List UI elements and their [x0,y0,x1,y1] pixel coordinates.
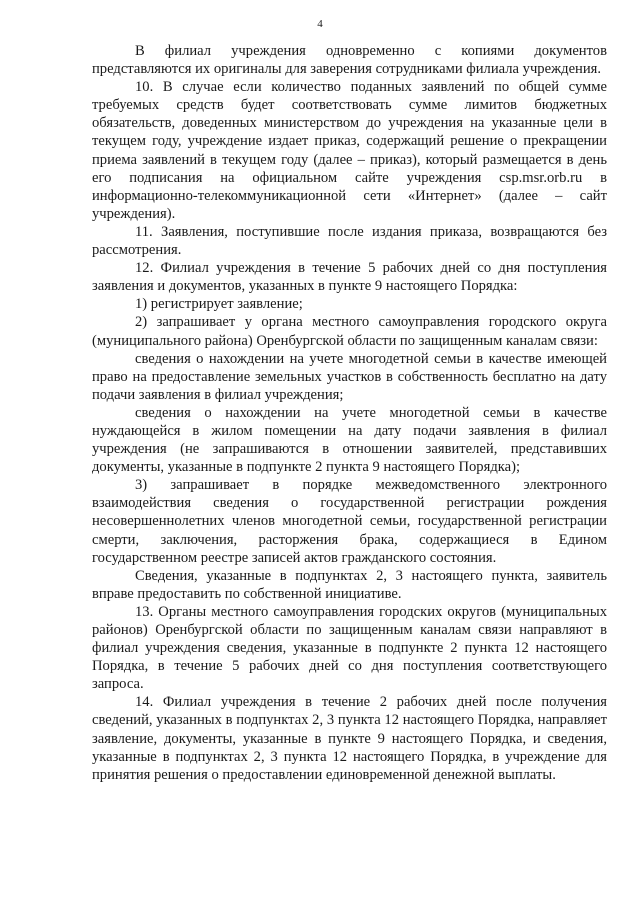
paragraph-12-item-3: 3) запрашивает в порядке межведомственного электронного взаимодействия сведения о государственной регистрации рождения несовершеннолетних членов многодетной семьи, государственной регистрации смерти, заключения, расторжения брака, содержащиеся в Едином государственном реестре записей актов гражданского состояния. [92,477,607,566]
paragraph-11: 11. Заявления, поступившие после издания приказа, возвращаются без рассмотрения. [92,223,607,259]
paragraph-12-item-1: 1) регистрирует заявление; [135,296,303,313]
paragraph-intro: В филиал учреждения одновременно с копиями документов представляются их оригиналы для заверения сотрудниками филиала учреждения. [92,43,607,78]
paragraph-12-item-2-land: сведения о нахождении на учете многодетной семьи в качестве имеющей право на предоставление земельных участков в собственность бесплатно на дату подачи заявления в филиал учреждения; [92,350,607,403]
paragraph-12: 12. Филиал учреждения в течение 5 рабочих дней со дня поступления заявления и документов, указанных в пункте 9 настоящего Порядка: [92,260,607,295]
page-number: 4 [317,18,323,30]
paragraph-12-note: Сведения, указанные в подпунктах 2, 3 настоящего пункта, заявитель вправе предоставить по собственной инициативе. [92,567,607,602]
paragraph-12-item-2-housing: сведения о нахождении на учете многодетной семьи в качестве нуждающейся в жилом помещении на дату подачи заявления в филиал учреждения (не запрашиваются в отношении заявителей, представивших документы, указанные в подпункте 2 пункта 9 настоящего Порядка); [92,404,607,476]
document-body [92,42,607,784]
paragraph-14: 14. Филиал учреждения в течение 2 рабочих дней после получения сведений, указанных в подпунктах 2, 3 пункта 12 настоящего Порядка, направляет заявление, документы, указанные в пункте 9 настоящего Порядка, и сведения, указанные в подпунктах 2, 3 пункта 12 настоящего Порядка, в учреждение для принятия решения о предоставлении единовременной денежной выплаты. [92,694,607,783]
paragraph-10: 10. В случае если количество поданных заявлений по общей сумме требуемых средств будет соответствовать сумме лимитов бюджетных обязательств, доведенных министерством до учреждения на указанные цели в текущем году, учреждение издает приказ, содержащий решение о прекращении приема заявлений в текущем году (далее – приказ), который размещается в день его подписания на официальном сайте учреждения csp.msr.orb.ru в информационно-телекоммуникационной сети «Интернет» (далее – сайт учреждения). [92,79,607,222]
paragraph-13: 13. Органы местного самоуправления городских округов (муниципальных районов) Оренбургской области по защищенным каналам связи направляют в филиал учреждения сведения, указанные в подпункте 2 пункта 12 настоящего Порядка, в течение 5 рабочих дней со дня поступления соответствующего запроса. [92,603,607,693]
paragraph-12-item-2: 2) запрашивает у органа местного самоуправления городского округа (муниципального района) Оренбургской области по защищенным каналам связи: [92,314,607,349]
